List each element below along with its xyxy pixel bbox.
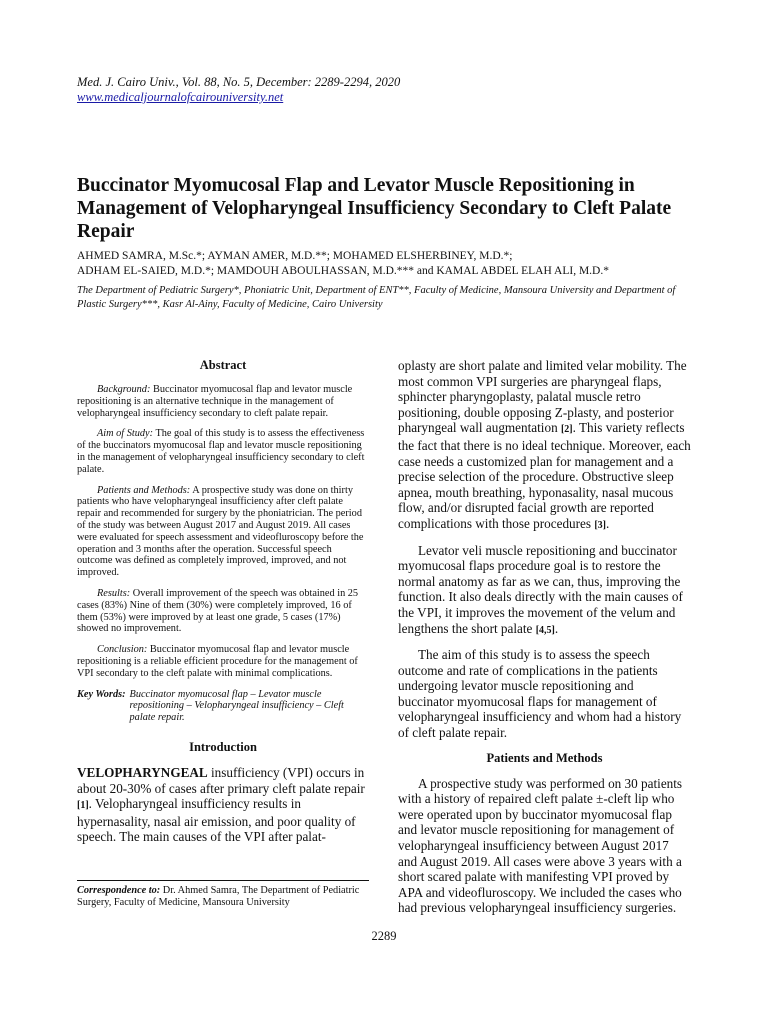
- author-line-2: ADHAM EL-SAIED, M.D.*; MAMDOUH ABOULHASSAN, M.D.*** and KAMAL ABDEL ELAH ALI, M.D.*: [77, 265, 609, 277]
- journal-url-link[interactable]: www.medicaljournalofcairouniversity.net: [77, 90, 284, 104]
- paper-title: Buccinator Myomucosal Flap and Levator Muscle Repositioning in Management of Velopharyngeal Insufficiency Secondary to Cleft Palate Repair: [77, 175, 672, 242]
- keywords-label: Key Words:: [77, 688, 126, 700]
- results-text: Overall improvement of the speech was obtained in 25 cases (83%) Nine of them (30%) were completely improved, 16 of them (53%) were improved by at least one grade, 5 cases (17%) showed no improvement.: [77, 587, 359, 635]
- abstract-conclusion: [77, 644, 369, 679]
- correspondence-footnote: [77, 880, 369, 909]
- right-paragraph-4: A prospective study was performed on 30 patients with a history of repaired cleft palate ±-cleft lip who were operated upon by buccinator myomucosal flap and levator muscle repositioning for management of velopharyngeal insufficiency between August 2017 and August 2019. All cases were above 3 years with a short scared palate with manifesting VPI proved by APA and videofluroscopy. We included the cases who had previous velopharyngeal insufficiency surgeries.: [398, 775, 683, 916]
- intro-paragraph: [77, 765, 369, 845]
- aim-label: Aim of Study:: [97, 428, 154, 440]
- abstract-aim: [77, 428, 369, 475]
- results-label: Results:: [97, 587, 131, 599]
- right-paragraph-1: [398, 358, 691, 534]
- methods-text: A prospective study was done on thirty patients who have velopharyngeal insufficiency after cleft palate repair and recommended for surgery by the phoniatrician. The period of the study was between August 2017 and August 2019. All cases were evaluated for speech assessment and videofluroscopy before the operation and 3 months after the operation. Successful speech outcome was defined as completely improved, improved, and not improved.: [77, 484, 364, 579]
- abstract-results: [77, 588, 369, 635]
- affiliation: The Department of Pediatric Surgery*, Phoniatric Unit, Department of ENT**, Faculty of Medicine, Mansoura University and Department of Plastic Surgery***, Kasr Al-Ainy, Faculty of Medicine, Cairo University: [77, 285, 676, 310]
- introduction-heading: Introduction: [189, 739, 257, 754]
- intro-text-b: . Velopharyngeal insufficiency results in hypernasality, nasal air emission, and poor quality of speech. The main causes of the VPI after palat-: [77, 796, 356, 845]
- author-line-1: AHMED SAMRA, M.Sc.*; AYMAN AMER, M.D.**; MOHAMED ELSHERBINEY, M.D.*;: [77, 250, 513, 262]
- left-column: [77, 358, 369, 845]
- abstract-methods: [77, 485, 369, 579]
- intro-text-a: insufficiency (VPI) occurs in about 20-30% of cases after primary cleft palate repair: [77, 764, 365, 796]
- right-paragraph-3: The aim of this study is to assess the speech outcome and rate of complications in the patients undergoing levator muscle repositioning and buccinator myomucosal flaps for management of velopharyngeal insufficiency and whom had a history of cleft palate repair.: [398, 647, 682, 741]
- methods-label: Patients and Methods:: [97, 484, 191, 496]
- reference-3: [3]: [594, 519, 606, 531]
- conclusion-text: Buccinator myomucosal flap and levator muscle repositioning is a reliable efficient procedure for the management of VPI secondary to the cleft palate with minimal complications.: [77, 644, 358, 679]
- reference-4-5: [4,5]: [535, 624, 555, 636]
- journal-citation: Med. J. Cairo Univ., Vol. 88, No. 5, December: 2289-2294, 2020: [77, 75, 401, 89]
- correspondence-text: Dr. Ahmed Samra, The Department of Pediatric Surgery, Faculty of Medicine, Mansoura University: [77, 885, 360, 908]
- right-paragraph-2: [398, 543, 691, 639]
- abstract-heading: Abstract: [199, 358, 247, 372]
- patients-methods-heading: Patients and Methods: [486, 750, 603, 765]
- keywords: [77, 689, 369, 724]
- author-list: [77, 249, 697, 279]
- reference-1: [1]: [77, 800, 89, 812]
- right-p1-text-c: .: [605, 515, 610, 531]
- right-p1-text-a: oplasty are short palate and limited velar mobility. The most common VPI surgeries are pharyngeal flaps, sphincter pharyngoplasty, palatal muscle retro positioning, double opposing Z-plasty, and posterior pharyngeal wall augmentation: [398, 358, 687, 436]
- right-p1-text-b: . This variety reflects the fact that there is no ideal technique. Moreover, each case needs a customized plan for management and a precise selection of the procedure. Obstructive sleep apnea, mouth breathing, hyponasality, nasal mucous flow, and/or disrupted facial growth are reported complications with those procedures: [398, 420, 691, 531]
- journal-header: [77, 75, 400, 105]
- right-p2-text-b: .: [554, 620, 559, 636]
- intro-lead: VELOPHARYNGEAL: [77, 764, 208, 780]
- background-label: Background:: [97, 384, 151, 395]
- abstract-background: [77, 384, 369, 419]
- aim-text: The goal of this study is to assess the effectiveness of the buccinators myomucosal flap and levator muscle repositioning in the management of velopharyngeal insufficiency secondary to cleft palate.: [77, 428, 365, 475]
- right-p2-text-a: Levator veli muscle repositioning and buccinator myomucosal flaps procedure goal is to restore the normal anatomy as far as we can, thus, improving the function. It also deals directly with the main causes of the VPI, it improves the movement of the velum and lengthens the short palate: [398, 542, 683, 636]
- conclusion-label: Conclusion:: [97, 644, 148, 656]
- keywords-text: Buccinator myomucosal flap – Levator muscle repositioning – Velopharyngeal insufficiency – Cleft palate repair.: [129, 688, 344, 724]
- right-column: [398, 358, 691, 916]
- correspondence-label: Correspondence to:: [77, 885, 161, 896]
- reference-2: [2]: [560, 424, 573, 436]
- background-text: Buccinator myomucosal flap and levator muscle repositioning is an alternative technique in the management of velopharyngeal insufficiency secondary to cleft palate repair.: [77, 384, 353, 419]
- page-number: 2289: [371, 929, 397, 943]
